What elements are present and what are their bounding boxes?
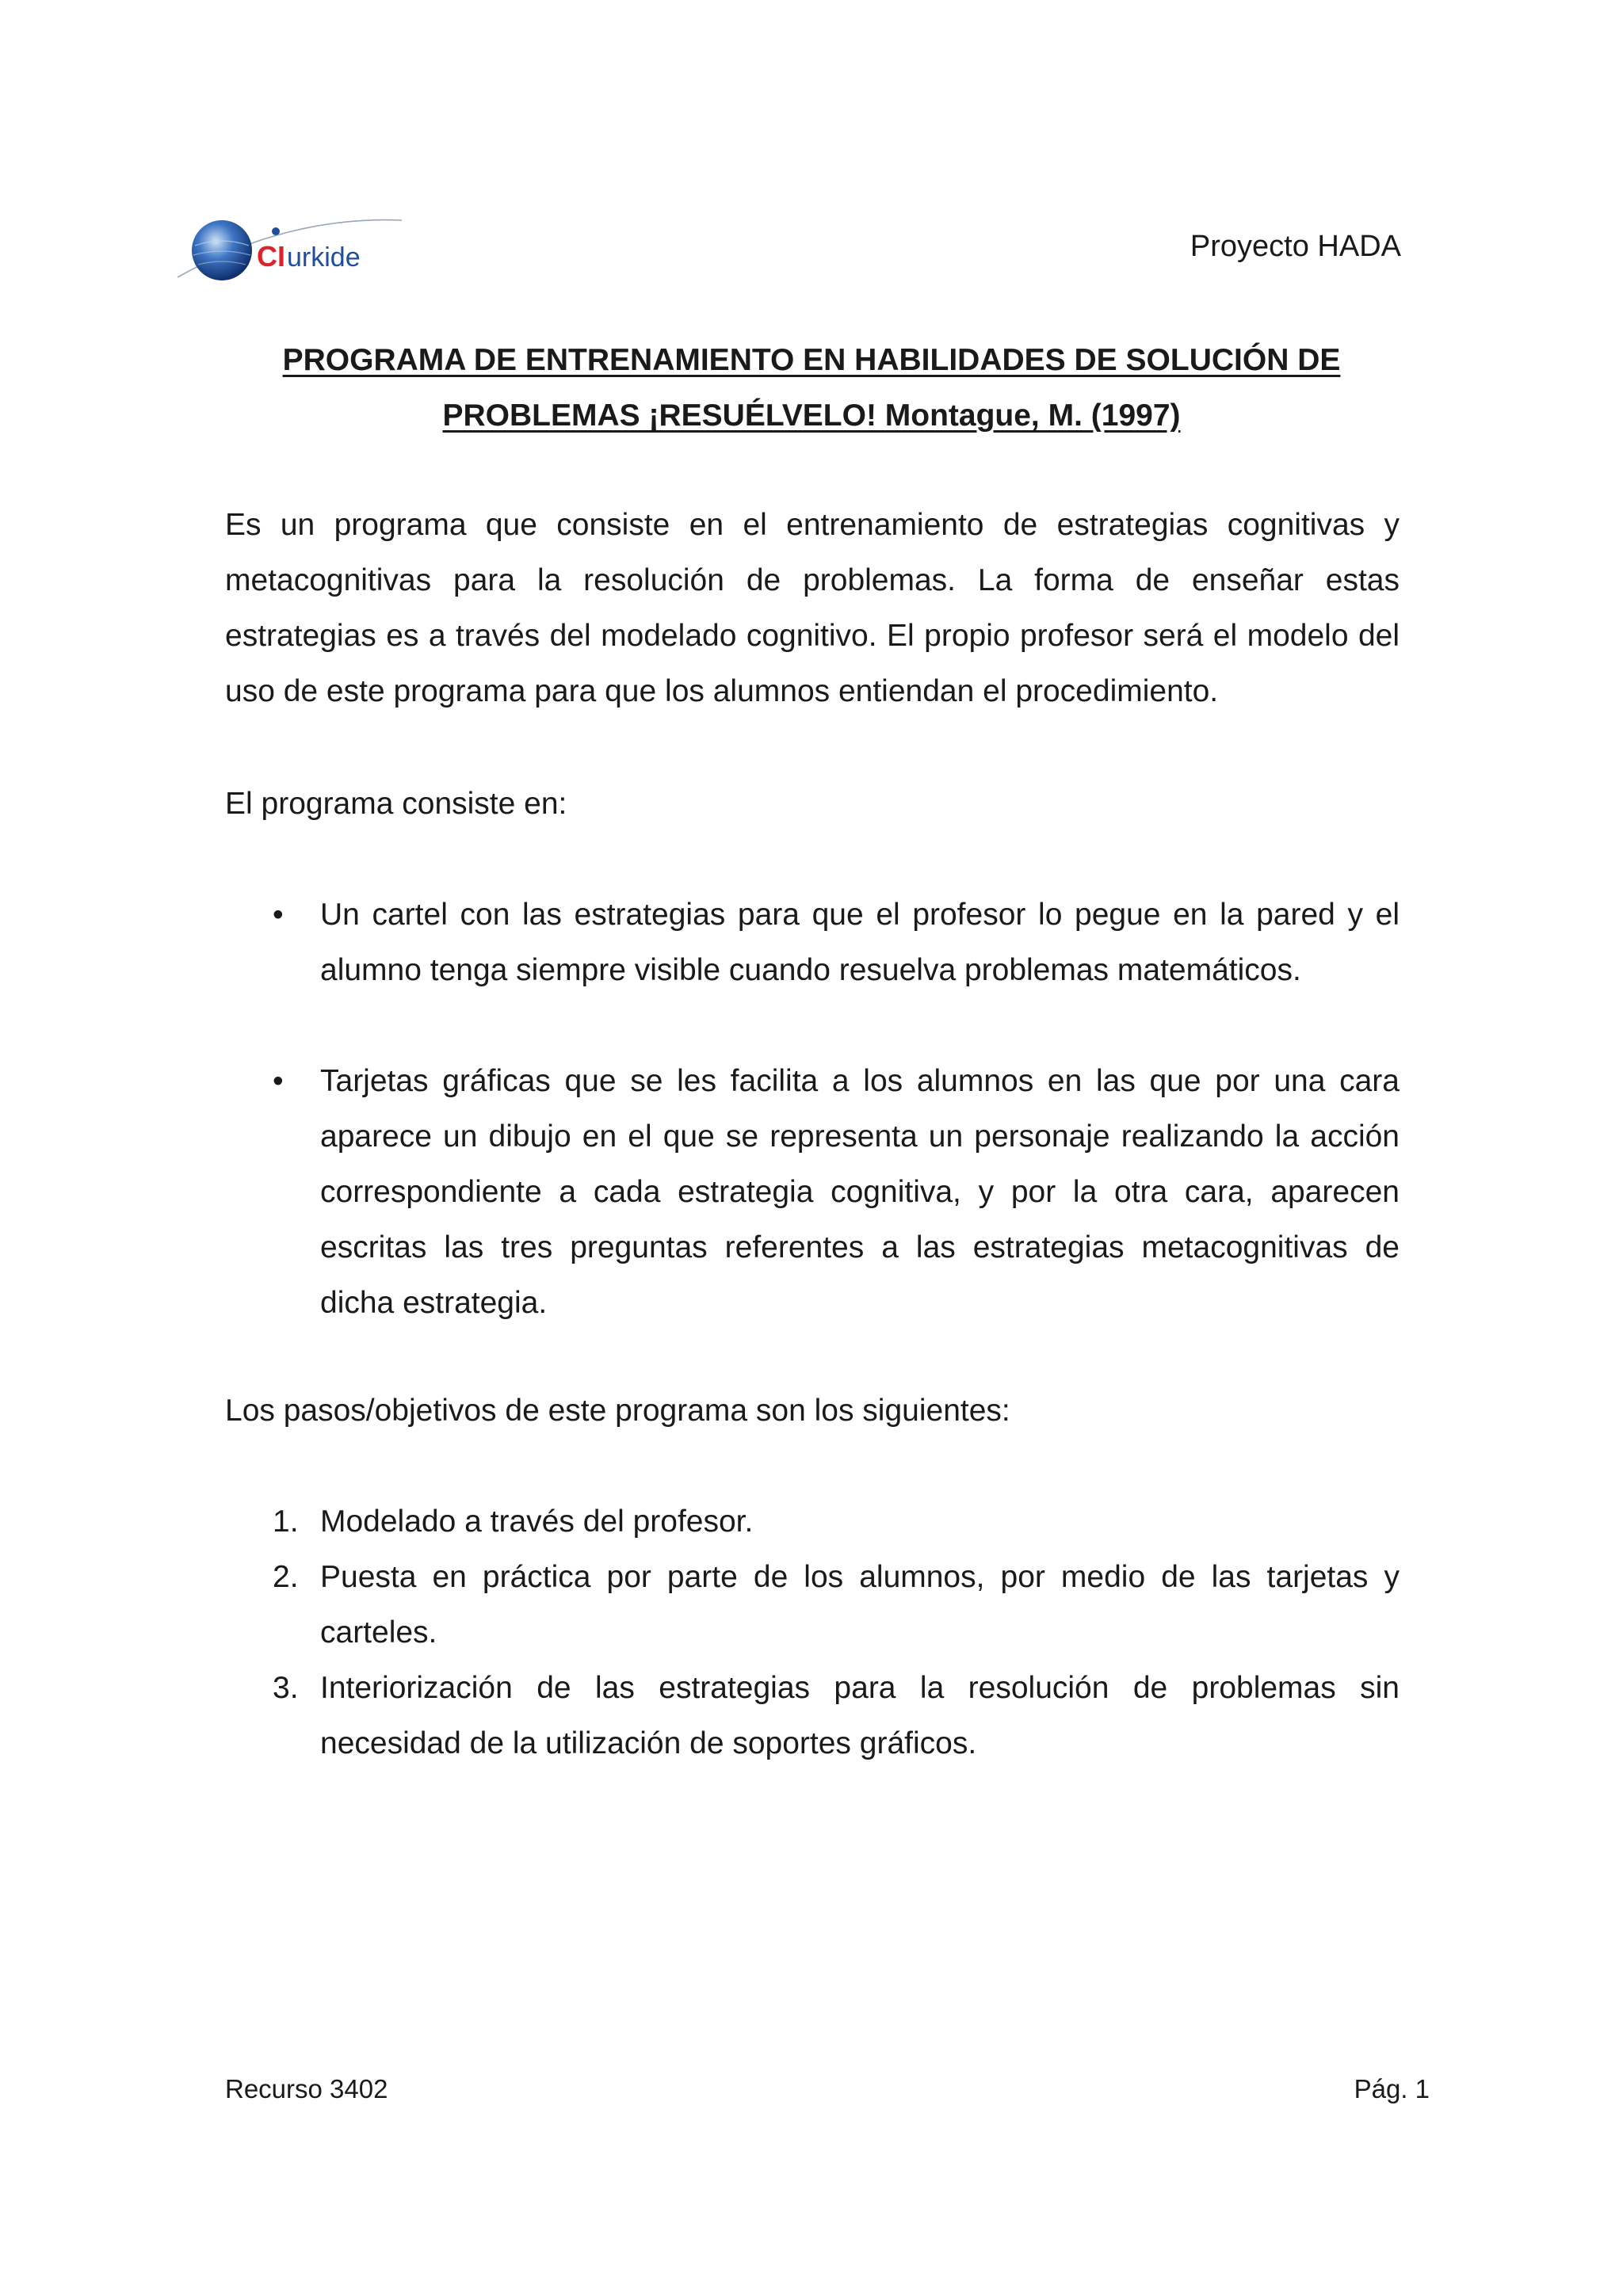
bullet-list [225, 887, 1400, 1386]
document-title [225, 333, 1398, 444]
list-item [225, 1054, 1400, 1331]
step-number: 2. [273, 1560, 299, 1594]
intro-paragraph: Es un programa que consiste en el entrenamiento de estrategias cognitivas y metacognitivas para la resolución de problemas. La forma de enseñar estas estrategias es a través del modelado cognitivo. El propio profesor será el modelo del uso de este programa para que los alumnos entiendan el procedimiento. [225, 508, 1400, 708]
list-item-text: Tarjetas gráficas que se les facilita a los alumnos en las que por una cara aparece un dibujo en el que se representa un personaje realizando la acción correspondiente a cada estrategia cognitiva, y por la otra cara, aparecen escritas las tres preguntas referentes a las estrategias metacognitivas de dicha estrategia. [320, 1064, 1400, 1320]
title-line-2: PROBLEMAS ¡RESUÉLVELO! Montague, M. (1997) [442, 399, 1181, 433]
steps-intro-paragraph: Los pasos/objetivos de este programa son los siguientes: [225, 1394, 1010, 1428]
list-item-text: Modelado a través del profesor. [320, 1505, 754, 1539]
title-line-1: PROGRAMA DE ENTRENAMIENTO EN HABILIDADES DE SOLUCIÓN DE [282, 343, 1341, 377]
ciurkide-logo [176, 208, 414, 295]
page-number: Pág. 1 [1354, 2074, 1430, 2103]
globe-logo-icon [176, 208, 414, 295]
list-item [225, 1661, 1400, 1772]
bullet-icon: • [273, 898, 284, 932]
list-item [225, 887, 1400, 998]
step-number: 3. [273, 1671, 299, 1705]
list-item-text: Un cartel con las estrategias para que el profesor lo pegue en la pared y el alumno tenga siempre visible cuando resuelva problemas matemáticos. [320, 898, 1400, 987]
list-item-text: Interiorización de las estrategias para la resolución de problemas sin necesidad de la utilización de soportes gráficos. [320, 1671, 1400, 1760]
bullet-icon: • [273, 1064, 284, 1098]
step-number: 1. [273, 1505, 299, 1539]
list-item [225, 1494, 1400, 1550]
program-consists-paragraph: El programa consiste en: [225, 787, 567, 821]
svg-text:CI: CI [257, 240, 285, 273]
list-item [225, 1550, 1400, 1661]
numbered-list [225, 1494, 1400, 1772]
project-name: Proyecto HADA [1190, 230, 1401, 263]
resource-label: Recurso 3402 [225, 2074, 388, 2103]
svg-text:urkide: urkide [287, 242, 361, 273]
list-item-text: Puesta en práctica por parte de los alumnos, por medio de las tarjetas y carteles. [320, 1560, 1400, 1650]
